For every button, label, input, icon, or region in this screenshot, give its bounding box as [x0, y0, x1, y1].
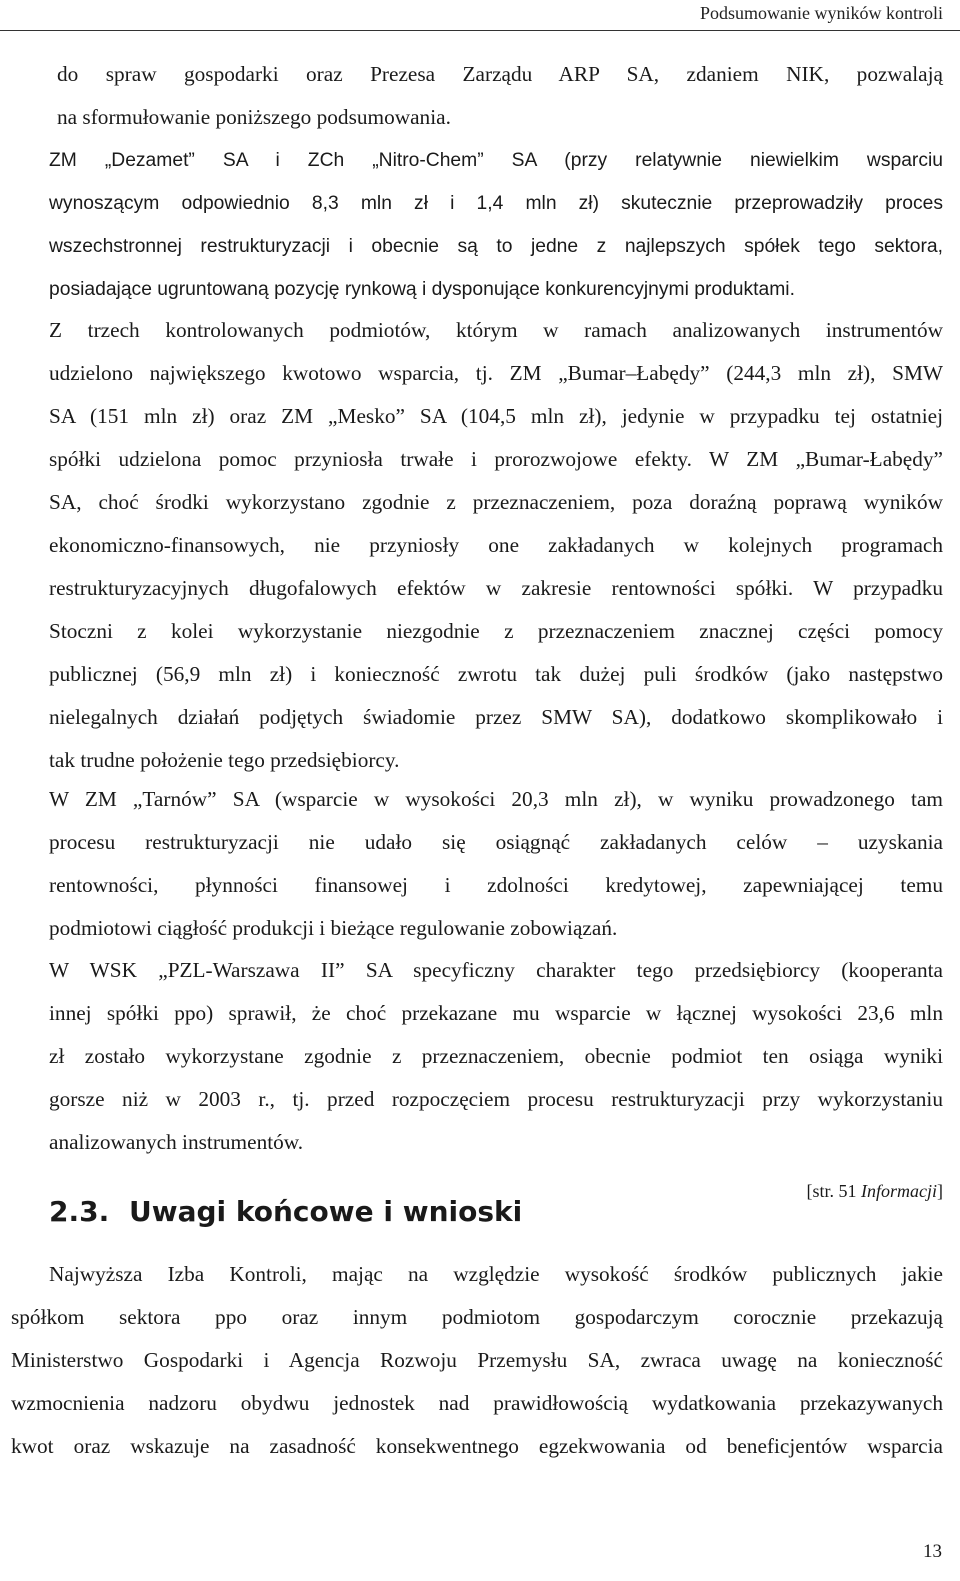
text-line: Z trzech kontrolowanych podmiotów, którym w ramach analizowanych instrumentów [49, 318, 943, 342]
text-line: restrukturyzacyjnych długofalowych efektów w zakresie rentowności spółki. W przypadku [49, 576, 943, 600]
text-line: udzielono największego kwotowo wsparcia, tj. ZM „Bumar–Łabędy” (244,3 mln zł), SMW [49, 361, 943, 385]
text-line: gorsze niż w 2003 r., tj. przed rozpoczęciem procesu restrukturyzacji przy wykorzystaniu [49, 1087, 943, 1111]
text-line: ekonomiczno-finansowych, nie przyniosły one zakładanych w kolejnych programach [49, 533, 943, 557]
tarnow-paragraph [49, 778, 943, 950]
section-title: Uwagi końcowe i wnioski [129, 1195, 523, 1228]
text-line: analizowanych instrumentów. [49, 1130, 304, 1154]
source-ref-italic: Informacji [861, 1181, 937, 1201]
text-line: wzmocnienia nadzoru obydwu jednostek nad prawidłowością wydatkowania przekazywanych [11, 1391, 943, 1415]
pzl-paragraph [49, 949, 943, 1164]
nik-paragraph [11, 1253, 943, 1468]
text-line: rentowności, płynności finansowej i zdolności kredytowej, zapewniającej temu [49, 873, 943, 897]
text-line: wszechstronnej restrukturyzacji i obecnie są to jedne z najlepszych spółek tego sektora, [49, 236, 943, 257]
header-title: Podsumowanie wyników kontroli [700, 3, 943, 23]
text-line: podmiotowi ciągłość produkcji i bieżące regulowanie zobowiązań. [49, 916, 618, 940]
text-line: do spraw gospodarki oraz Prezesa Zarządu ARP SA, zdaniem NIK, pozwalają [57, 62, 943, 86]
text-line: kwot oraz wskazuje na zasadność konsekwentnego egzekwowania od beneficjentów wsparcia [11, 1434, 943, 1458]
text-line: W ZM „Tarnów” SA (wsparcie w wysokości 20,3 mln zł), w wyniku prowadzonego tam [49, 787, 943, 811]
source-reference [806, 1181, 943, 1202]
text-line: tak trudne położenie tego przedsiębiorcy. [49, 748, 400, 772]
text-line: zł zostało wykorzystane zgodnie z przeznaczeniem, obecnie podmiot ten osiąga wyniki [49, 1044, 943, 1068]
text-line: SA, choć środki wykorzystano zgodnie z przeznaczeniem, poza doraźną poprawą wyników [49, 490, 943, 514]
source-ref-prefix: [str. 51 [806, 1181, 861, 1201]
page-header [0, 0, 960, 31]
text-line: Ministerstwo Gospodarki i Agencja Rozwoju Przemysłu SA, zwraca uwagę na konieczność [11, 1348, 943, 1372]
text-line: procesu restrukturyzacji nie udało się osiągnąć zakładanych celów – uzyskania [49, 830, 943, 854]
section-heading [49, 1195, 522, 1228]
text-line: na sformułowanie poniższego podsumowania. [57, 105, 451, 129]
text-line: Najwyższa Izba Kontroli, mając na względzie wysokość środków publicznych jakie [49, 1262, 943, 1286]
page-number: 13 [923, 1541, 942, 1562]
text-line: W WSK „PZL-Warszawa II” SA specyficzny charakter tego przedsiębiorcy (kooperanta [49, 958, 943, 982]
text-line: spółkom sektora ppo oraz innym podmiotom gospodarczym corocznie przekazują [11, 1305, 943, 1329]
text-line: wynoszącym odpowiednio 8,3 mln zł i 1,4 mln zł) skutecznie przeprowadziły proces [49, 193, 943, 214]
trzech-paragraph [49, 309, 943, 782]
text-line: ZM „Dezamet” SA i ZCh „Nitro-Chem” SA (przy relatywnie niewielkim wsparciu [49, 150, 943, 171]
text-line: Stoczni z kolei wykorzystanie niezgodnie z przeznaczeniem znacznej części pomocy [49, 619, 943, 643]
dezamet-paragraph [49, 139, 943, 311]
intro-paragraph [57, 53, 943, 139]
text-line: spółki udzielona pomoc przyniosła trwałe i prorozwojowe efekty. W ZM „Bumar-Łabędy” [49, 447, 943, 471]
text-line: publicznej (56,9 mln zł) i konieczność zwrotu tak dużej puli środków (jako następstwo [49, 662, 943, 686]
section-number: 2.3. [49, 1195, 110, 1228]
text-line: posiadające ugruntowaną pozycję rynkową i dysponujące konkurencyjnymi produktami. [49, 279, 795, 300]
text-line: innej spółki ppo) sprawił, że choć przekazane mu wsparcie w łącznej wysokości 23,6 mln [49, 1001, 943, 1025]
source-ref-suffix: ] [937, 1181, 943, 1201]
text-line: SA (151 mln zł) oraz ZM „Mesko” SA (104,5 mln zł), jedynie w przypadku tej ostatniej [49, 404, 943, 428]
text-line: nielegalnych działań podjętych świadomie przez SMW SA), dodatkowo skomplikowało i [49, 705, 943, 729]
